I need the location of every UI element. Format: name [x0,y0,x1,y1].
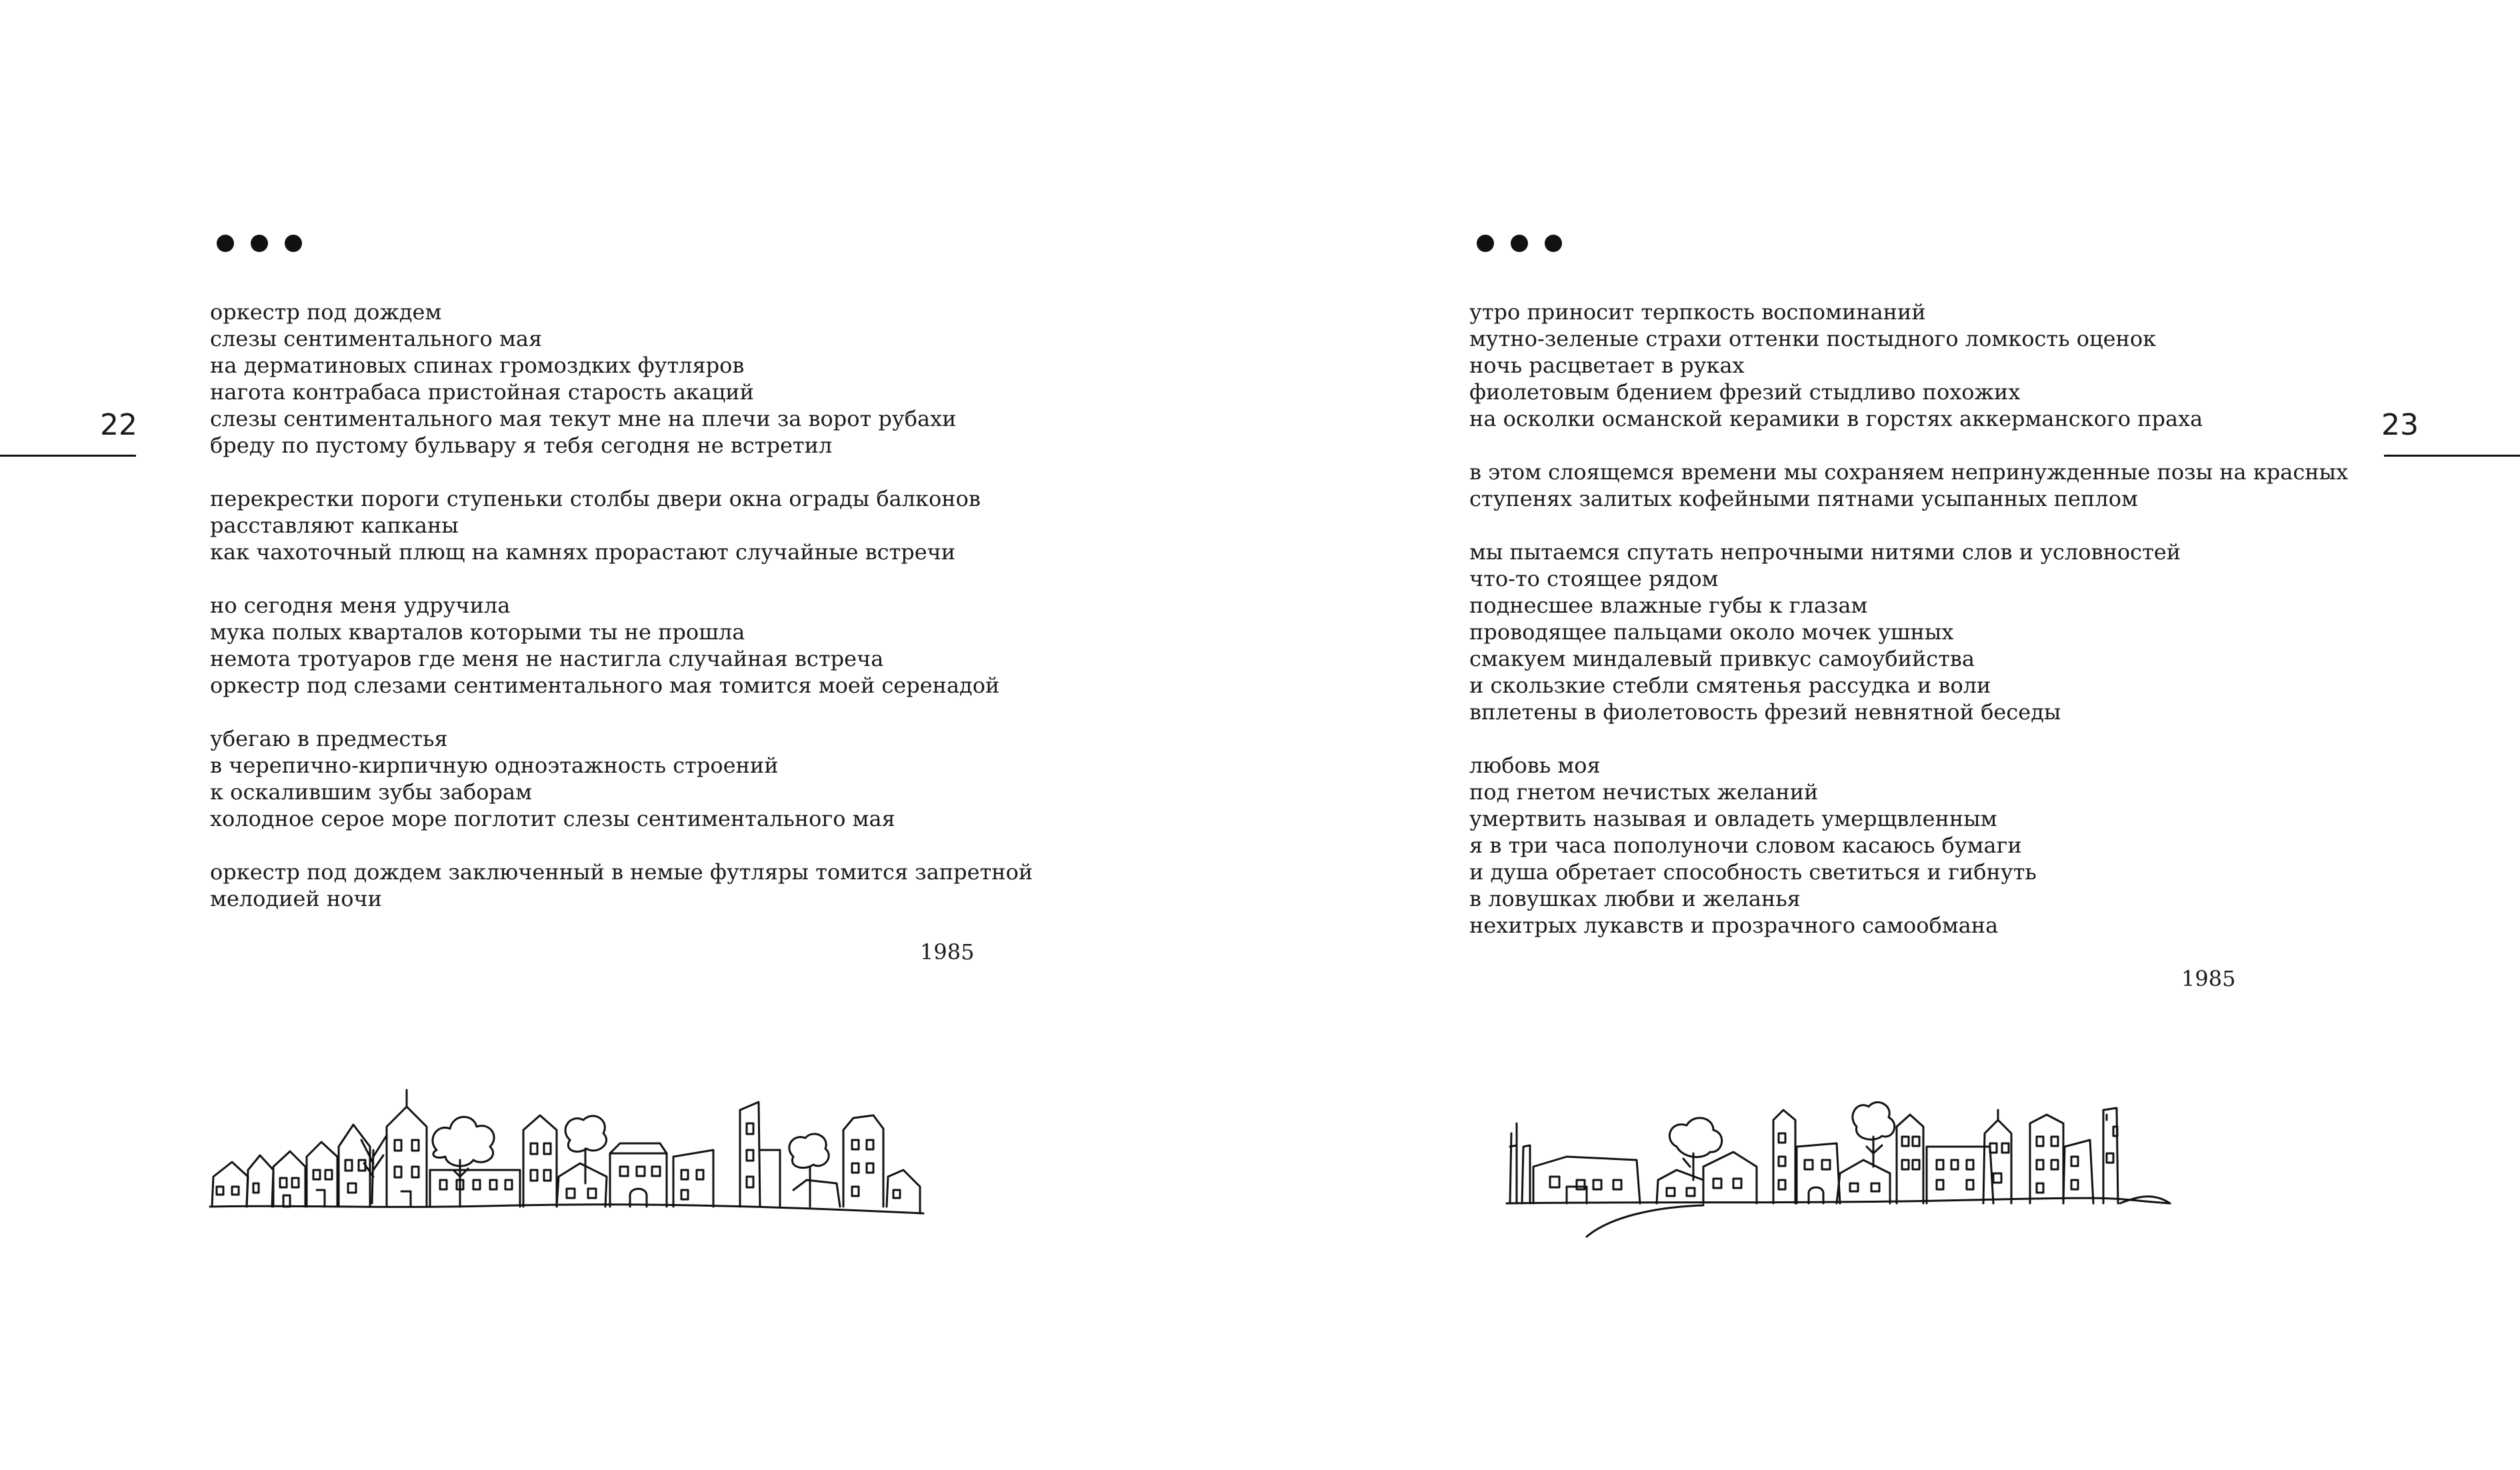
poem-line: проводящее пальцами около мочек ушных [1469,619,1954,645]
stanza [1469,459,2348,512]
town-sketch-illustration-right [1503,1073,2177,1240]
poem-line: слезы сентиментального мая текут мне на плечи за ворот рубахи [210,406,957,431]
poem-line: но сегодня меня удручила [210,593,511,618]
poem-line: мутно-зеленые страхи оттенки постыдного ломкость оценок [1469,326,2157,351]
poem-line: оркестр под дождем заключенный в немые футляры томится запретной [210,859,1033,885]
poem-line: вплетены в фиолетовость фрезий невнятной беседы [1469,699,2061,725]
poem-line: я в три часа пополуночи словом касаюсь бумаги [1469,833,2022,858]
poem-line: фиолетовым бдением фрезий стыдливо похожих [1469,379,2021,405]
town-sketch-illustration-left [207,1077,933,1223]
poem-line: мы пытаемся спутать непрочными нитями слов и условностей [1469,539,2181,565]
poem-line: слезы сентиментального мая [210,326,543,351]
ornament-dot [285,235,302,252]
page-number-rule-left [0,455,136,457]
poem-line: поднесшее влажные губы к глазам [1469,593,1868,618]
stanza [1469,299,2348,432]
poem-line: убегаю в предместья [210,726,448,751]
poem-line: холодное серое море поглотит слезы сентиментального мая [210,806,895,831]
poem-year-right: 1985 [2181,966,2236,991]
poem-line: утро приносит терпкость воспоминаний [1469,299,1926,325]
ornament-dots-left [217,235,302,252]
poem-line: нагота контрабаса пристойная старость акаций [210,379,754,405]
page-number-rule-right [2384,455,2520,457]
page-number-right: 23 [2381,408,2419,442]
poem-line: мука полых кварталов которыми ты не прошла [210,619,745,645]
poem-line: на дерматиновых спинах громоздких футляров [210,353,745,378]
poem-line: перекрестки пороги ступеньки столбы двери окна ограды балконов [210,486,981,511]
ornament-dots-right [1477,235,1562,252]
poem-line: как чахоточный плющ на камнях прорастают случайные встречи [210,539,956,565]
poem-line: на осколки османской керамики в горстях аккерманского праха [1469,406,2203,431]
right-page [1260,0,2520,1470]
poem-line: ночь расцветает в руках [1469,353,1745,378]
ornament-dot [251,235,268,252]
poem-line: нехитрых лукавств и прозрачного самообмана [1469,913,1999,938]
poem-line: в черепично-кирпичную одноэтажность строений [210,753,779,778]
ornament-dot [1545,235,1562,252]
stanza [1469,539,2348,725]
poem-line: и душа обретает способность светиться и гибнуть [1469,859,2037,885]
stanza [210,859,1033,912]
ornament-dot [1477,235,1494,252]
stanza [210,592,1033,699]
stanza [210,299,1033,459]
poem-line: в этом слоящемся времени мы сохраняем непринужденные позы на красных [1469,459,2349,485]
stanza [210,725,1033,832]
poem-line: бреду по пустому бульвару я тебя сегодня не встретил [210,433,833,458]
poem-line: к оскалившим зубы заборам [210,779,532,805]
poem-line: немота тротуаров где меня не настигла случайная встреча [210,646,884,671]
poem-left [210,299,1033,939]
poem-line: под гнетом нечистых желаний [1469,779,1819,805]
poem-line: ступенях залитых кофейными пятнами усыпанных пеплом [1469,486,2138,511]
poem-line: и скользкие стебли смятенья рассудка и воли [1469,673,1991,698]
poem-line: оркестр под дождем [210,299,442,325]
ornament-dot [217,235,234,252]
poem-line: умертвить называя и овладеть умерщвленным [1469,806,1997,831]
poem-line: оркестр под слезами сентиментального мая томится моей серенадой [210,673,1000,698]
stanza [1469,752,2348,939]
page-number-left: 22 [100,408,137,442]
poem-line: в ловушках любви и желанья [1469,886,1801,911]
poem-line: что-то стоящее рядом [1469,566,1719,591]
poem-year-left: 1985 [920,939,975,965]
poem-right [1469,299,2348,965]
stanza [210,485,1033,565]
poem-line: расставляют капканы [210,513,459,538]
poem-line: любовь моя [1469,753,1601,778]
poem-line: смакуем миндалевый привкус самоубийства [1469,646,1975,671]
ornament-dot [1511,235,1528,252]
poem-line: мелодией ночи [210,886,382,911]
